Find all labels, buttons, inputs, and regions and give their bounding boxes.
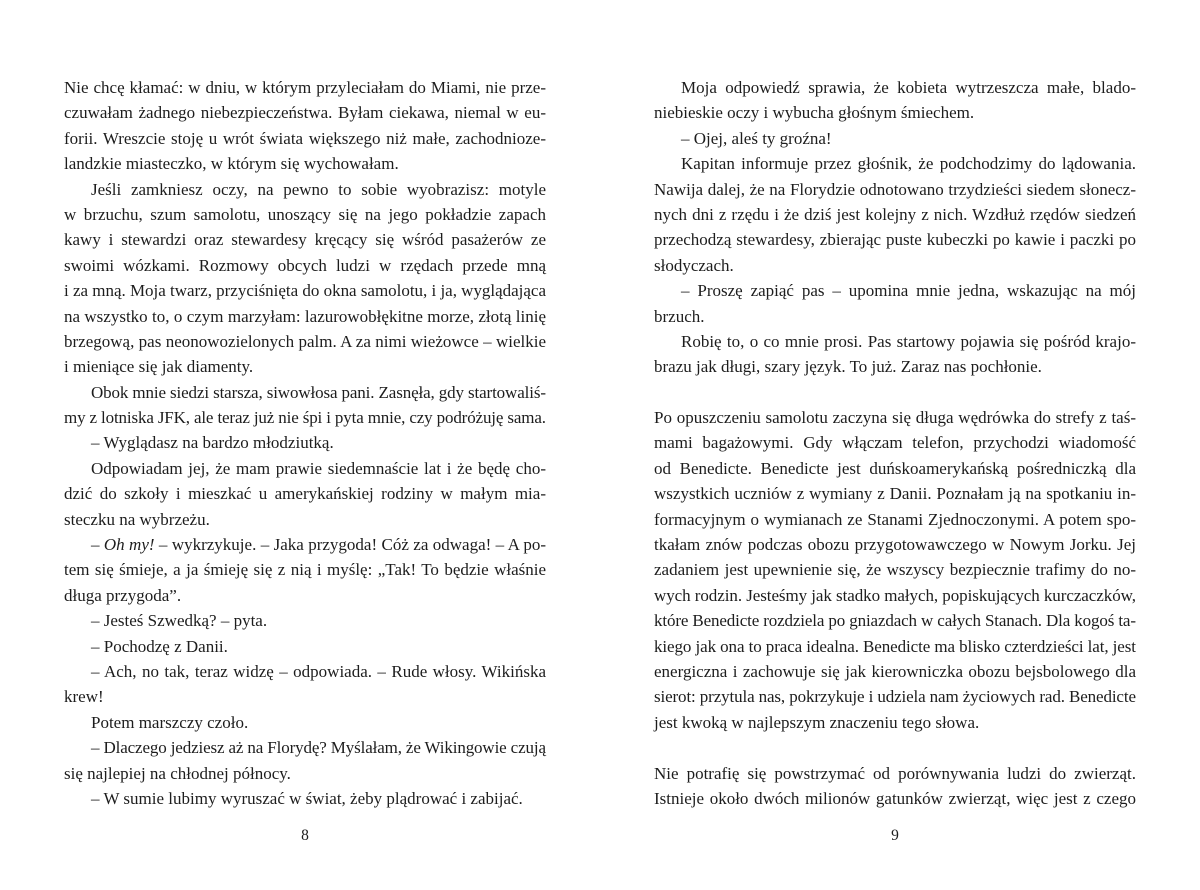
text-line bbox=[64, 557, 546, 582]
text-line bbox=[64, 481, 546, 506]
paragraph bbox=[654, 278, 1136, 329]
text-segment: Istnieje około dwóch milionów gatunków zwierząt, więc jest z czego bbox=[654, 788, 1136, 808]
text-segment: brzegową, pas neonowozielonych palm. A za nimi wieżowce – wielkie bbox=[64, 331, 546, 351]
text-line bbox=[654, 278, 1136, 303]
text-line bbox=[64, 278, 546, 303]
paragraph bbox=[654, 761, 1136, 812]
text-line bbox=[654, 456, 1136, 481]
text-segment: Nie potrafię się powstrzymać od porównywania ludzi do zwierząt. bbox=[654, 763, 1136, 783]
text-segment: które Benedicte rozdziela po gniazdach w całych Stanach. Dla kogoś ta- bbox=[654, 611, 1136, 631]
text-line bbox=[654, 253, 1136, 278]
text-segment: – bbox=[91, 535, 104, 555]
text-line bbox=[654, 684, 1136, 709]
text-line bbox=[654, 532, 1136, 557]
text-line bbox=[64, 608, 546, 633]
paragraph bbox=[654, 151, 1136, 278]
paragraph bbox=[654, 75, 1136, 126]
paragraph bbox=[64, 430, 546, 455]
text-segment: sierot: przytula nas, pokrzykuje i udziela nam życiowych rad. Benedicte bbox=[654, 687, 1136, 707]
page-right-text-block bbox=[654, 75, 1136, 811]
text-segment: od Benedicte. Benedicte jest duńskoamerykańską pośredniczką dla bbox=[654, 458, 1136, 478]
text-line bbox=[654, 329, 1136, 354]
text-line bbox=[64, 684, 546, 709]
text-line bbox=[654, 227, 1136, 252]
text-segment: Obok mnie siedzi starsza, siwowłosa pani. Zasnęła, gdy startowaliś- bbox=[91, 382, 546, 402]
text-line bbox=[64, 659, 546, 684]
text-line bbox=[64, 532, 546, 557]
text-line bbox=[64, 177, 546, 202]
text-line bbox=[654, 634, 1136, 659]
paragraph bbox=[64, 634, 546, 659]
text-line bbox=[64, 380, 546, 405]
text-line bbox=[64, 253, 546, 278]
text-segment: krew! bbox=[64, 687, 104, 707]
text-segment: Robię to, o co mnie prosi. Pas startowy pojawia się pośród krajo- bbox=[681, 331, 1136, 351]
text-segment: – Pochodzę z Danii. bbox=[91, 636, 228, 656]
text-line bbox=[654, 354, 1136, 379]
text-segment: dzić do szkoły i mieszkać u amerykańskiej rodziny w małym mia- bbox=[64, 484, 546, 504]
text-line bbox=[64, 583, 546, 608]
text-segment: forii. Wreszcie stoję u wrót świata większego niż małe, zachodnioze- bbox=[64, 128, 546, 148]
paragraph bbox=[64, 710, 546, 735]
text-segment: Potem marszczy czoło. bbox=[91, 712, 249, 732]
text-line bbox=[64, 202, 546, 227]
text-line bbox=[64, 786, 546, 811]
text-segment: Moja odpowiedź sprawia, że kobieta wytrzeszcza małe, blado- bbox=[681, 78, 1136, 97]
text-segment: przechodzą stewardesy, zbierając puste kubeczki po kawie i paczki po bbox=[654, 230, 1136, 250]
text-line bbox=[654, 481, 1136, 506]
text-line bbox=[64, 634, 546, 659]
text-segment: mami bagażowymi. Gdy włączam telefon, przychodzi wiadomość bbox=[654, 433, 1136, 453]
text-segment: wych rodzin. Jesteśmy jak stadko małych, popiskujących kurczaczków, bbox=[654, 585, 1136, 605]
text-segment: Kapitan informuje przez głośnik, że podchodzimy do lądowania. bbox=[681, 154, 1136, 174]
text-segment: długa przygoda”. bbox=[64, 585, 182, 605]
text-line bbox=[654, 608, 1136, 633]
text-line bbox=[64, 735, 546, 760]
paragraph bbox=[64, 380, 546, 431]
text-segment: nych dni z rzędu i że dziś jest kolejny z nich. Wzdłuż rzędów siedzeń bbox=[654, 204, 1136, 224]
text-line bbox=[654, 786, 1136, 811]
paragraph bbox=[654, 126, 1136, 151]
text-segment: – W sumie lubimy wyruszać w świat, żeby plądrować i zabijać. bbox=[91, 788, 523, 808]
text-line bbox=[64, 329, 546, 354]
text-line bbox=[654, 177, 1136, 202]
text-segment: kawy i stewardzi oraz stewardesy kręcący się wśród pasażerów ze bbox=[64, 230, 546, 250]
text-segment: Jeśli zamkniesz oczy, na pewno to sobie wyobrazisz: motyle bbox=[91, 179, 546, 199]
text-segment: słodyczach. bbox=[654, 255, 734, 275]
text-segment: w brzuchu, szum samolotu, unoszący się na jego pokładzie zapach bbox=[64, 204, 546, 224]
text-segment: Po opuszczeniu samolotu zaczyna się długa wędrówka do strefy z taś- bbox=[654, 408, 1136, 428]
text-line bbox=[654, 100, 1136, 125]
text-line bbox=[654, 202, 1136, 227]
text-segment: Nie chcę kłamać: w dniu, w którym przyleciałam do Miami, nie prze- bbox=[64, 78, 546, 97]
paragraph bbox=[64, 456, 546, 532]
text-line bbox=[64, 456, 546, 481]
text-segment: landzkie miasteczko, w którym się wychowałam. bbox=[64, 154, 399, 174]
text-segment: – Jesteś Szwedką? – pyta. bbox=[91, 611, 268, 631]
text-segment: – wykrzykuje. – Jaka przygoda! Cóż za odwaga! – A po- bbox=[154, 535, 547, 555]
paragraph bbox=[654, 329, 1136, 380]
text-segment: – Dlaczego jedziesz aż na Florydę? Myślałam, że Wikingowie czują bbox=[91, 738, 546, 758]
text-line bbox=[654, 151, 1136, 176]
text-line bbox=[64, 151, 546, 176]
text-line bbox=[64, 227, 546, 252]
text-line bbox=[654, 126, 1136, 151]
text-segment: my z lotniska JFK, ale teraz już nie śpi i pyta mnie, czy podróżuję sama. bbox=[64, 408, 546, 428]
text-segment: i za mną. Moja twarz, przyciśnięta do okna samolotu, i ja, wyglądająca bbox=[64, 281, 546, 301]
text-line bbox=[64, 507, 546, 532]
text-segment: niebieskie oczy i wybucha głośnym śmiechem. bbox=[654, 103, 975, 123]
text-segment: swoimi wózkami. Rozmowy obcych ludzi w rzędach przede mną bbox=[64, 255, 546, 275]
text-line bbox=[64, 304, 546, 329]
text-segment: – Ach, no tak, teraz widzę – odpowiada. – Rude włosy. Wikińska bbox=[91, 661, 546, 681]
paragraph bbox=[64, 177, 546, 380]
text-line bbox=[654, 557, 1136, 582]
text-segment: na wszystko to, o czym marzyłam: lazurowobłękitne morze, złotą linię bbox=[64, 306, 546, 326]
text-segment: Odpowiadam jej, że mam prawie siedemnaście lat i że będę cho- bbox=[91, 458, 546, 478]
text-line bbox=[64, 100, 546, 125]
text-line bbox=[64, 126, 546, 151]
text-line bbox=[64, 405, 546, 430]
text-segment: wszystkich uczniów z wymiany z Danii. Poznałam ją na spotkaniu in- bbox=[654, 484, 1136, 504]
text-segment: tem się śmieje, a ja śmieję się z nią i myślę: „Tak! To będzie właśnie bbox=[64, 560, 546, 580]
paragraph bbox=[64, 75, 546, 177]
paragraph bbox=[654, 405, 1136, 735]
paragraph bbox=[64, 786, 546, 811]
text-segment: kiego jak ona to praca idealna. Benedicte ma blisko czterdzieści lat, jest bbox=[654, 636, 1136, 656]
text-segment: – Proszę zapiąć pas – upomina mnie jedna, wskazując na mój bbox=[681, 281, 1136, 301]
text-segment: i mieniące się jak diamenty. bbox=[64, 357, 254, 377]
text-line bbox=[64, 430, 546, 455]
text-segment: się najlepiej na chłodnej północy. bbox=[64, 763, 291, 783]
text-segment: Nawija dalej, że na Florydzie odnotowano trzydzieści siedem słonecz- bbox=[654, 179, 1136, 199]
text-segment: brzuch. bbox=[654, 306, 705, 326]
text-line bbox=[654, 583, 1136, 608]
text-segment: jest kwoką w najlepszym znaczeniu tego słowa. bbox=[654, 712, 980, 732]
text-segment: steczku na wybrzeżu. bbox=[64, 509, 210, 529]
text-line bbox=[64, 710, 546, 735]
text-line bbox=[64, 75, 546, 100]
text-segment: tkałam znów podczas obozu przygotowawczego w Nowym Jorku. Jej bbox=[654, 535, 1136, 555]
paragraph bbox=[64, 608, 546, 633]
text-line bbox=[654, 430, 1136, 455]
paragraph bbox=[64, 532, 546, 608]
text-segment: zadaniem jest upewnienie się, że wszyscy bezpiecznie trafimy do no- bbox=[654, 560, 1136, 580]
text-line bbox=[654, 75, 1136, 100]
text-line bbox=[654, 304, 1136, 329]
text-line bbox=[654, 761, 1136, 786]
paragraph bbox=[64, 659, 546, 710]
text-line bbox=[654, 710, 1136, 735]
paragraph bbox=[64, 735, 546, 786]
text-line bbox=[64, 761, 546, 786]
text-line bbox=[64, 354, 546, 379]
text-segment: brazu jak długi, szary język. To już. Zaraz nas pochłonie. bbox=[654, 357, 1042, 377]
text-segment: – Wyglądasz na bardzo młodziutką. bbox=[91, 433, 334, 453]
page-right bbox=[600, 0, 1200, 890]
italic-text: Oh my! bbox=[103, 535, 155, 555]
page-right-number: 9 bbox=[891, 827, 899, 844]
text-line bbox=[654, 405, 1136, 430]
page-left-text-block bbox=[64, 75, 546, 811]
text-line bbox=[654, 507, 1136, 532]
text-segment: formacyjnym o wymianach ze Stanami Zjednoczonymi. A potem spo- bbox=[654, 509, 1136, 529]
page-left-number: 8 bbox=[301, 827, 309, 844]
text-segment: czuwałam żadnego niebezpieczeństwa. Byłam ciekawa, niemal w eu- bbox=[64, 103, 546, 123]
text-line bbox=[654, 659, 1136, 684]
text-segment: energiczna i zachowuje się jak kierowniczka obozu bejsbolowego dla bbox=[654, 661, 1136, 681]
text-segment: – Ojej, aleś ty groźna! bbox=[681, 128, 832, 148]
